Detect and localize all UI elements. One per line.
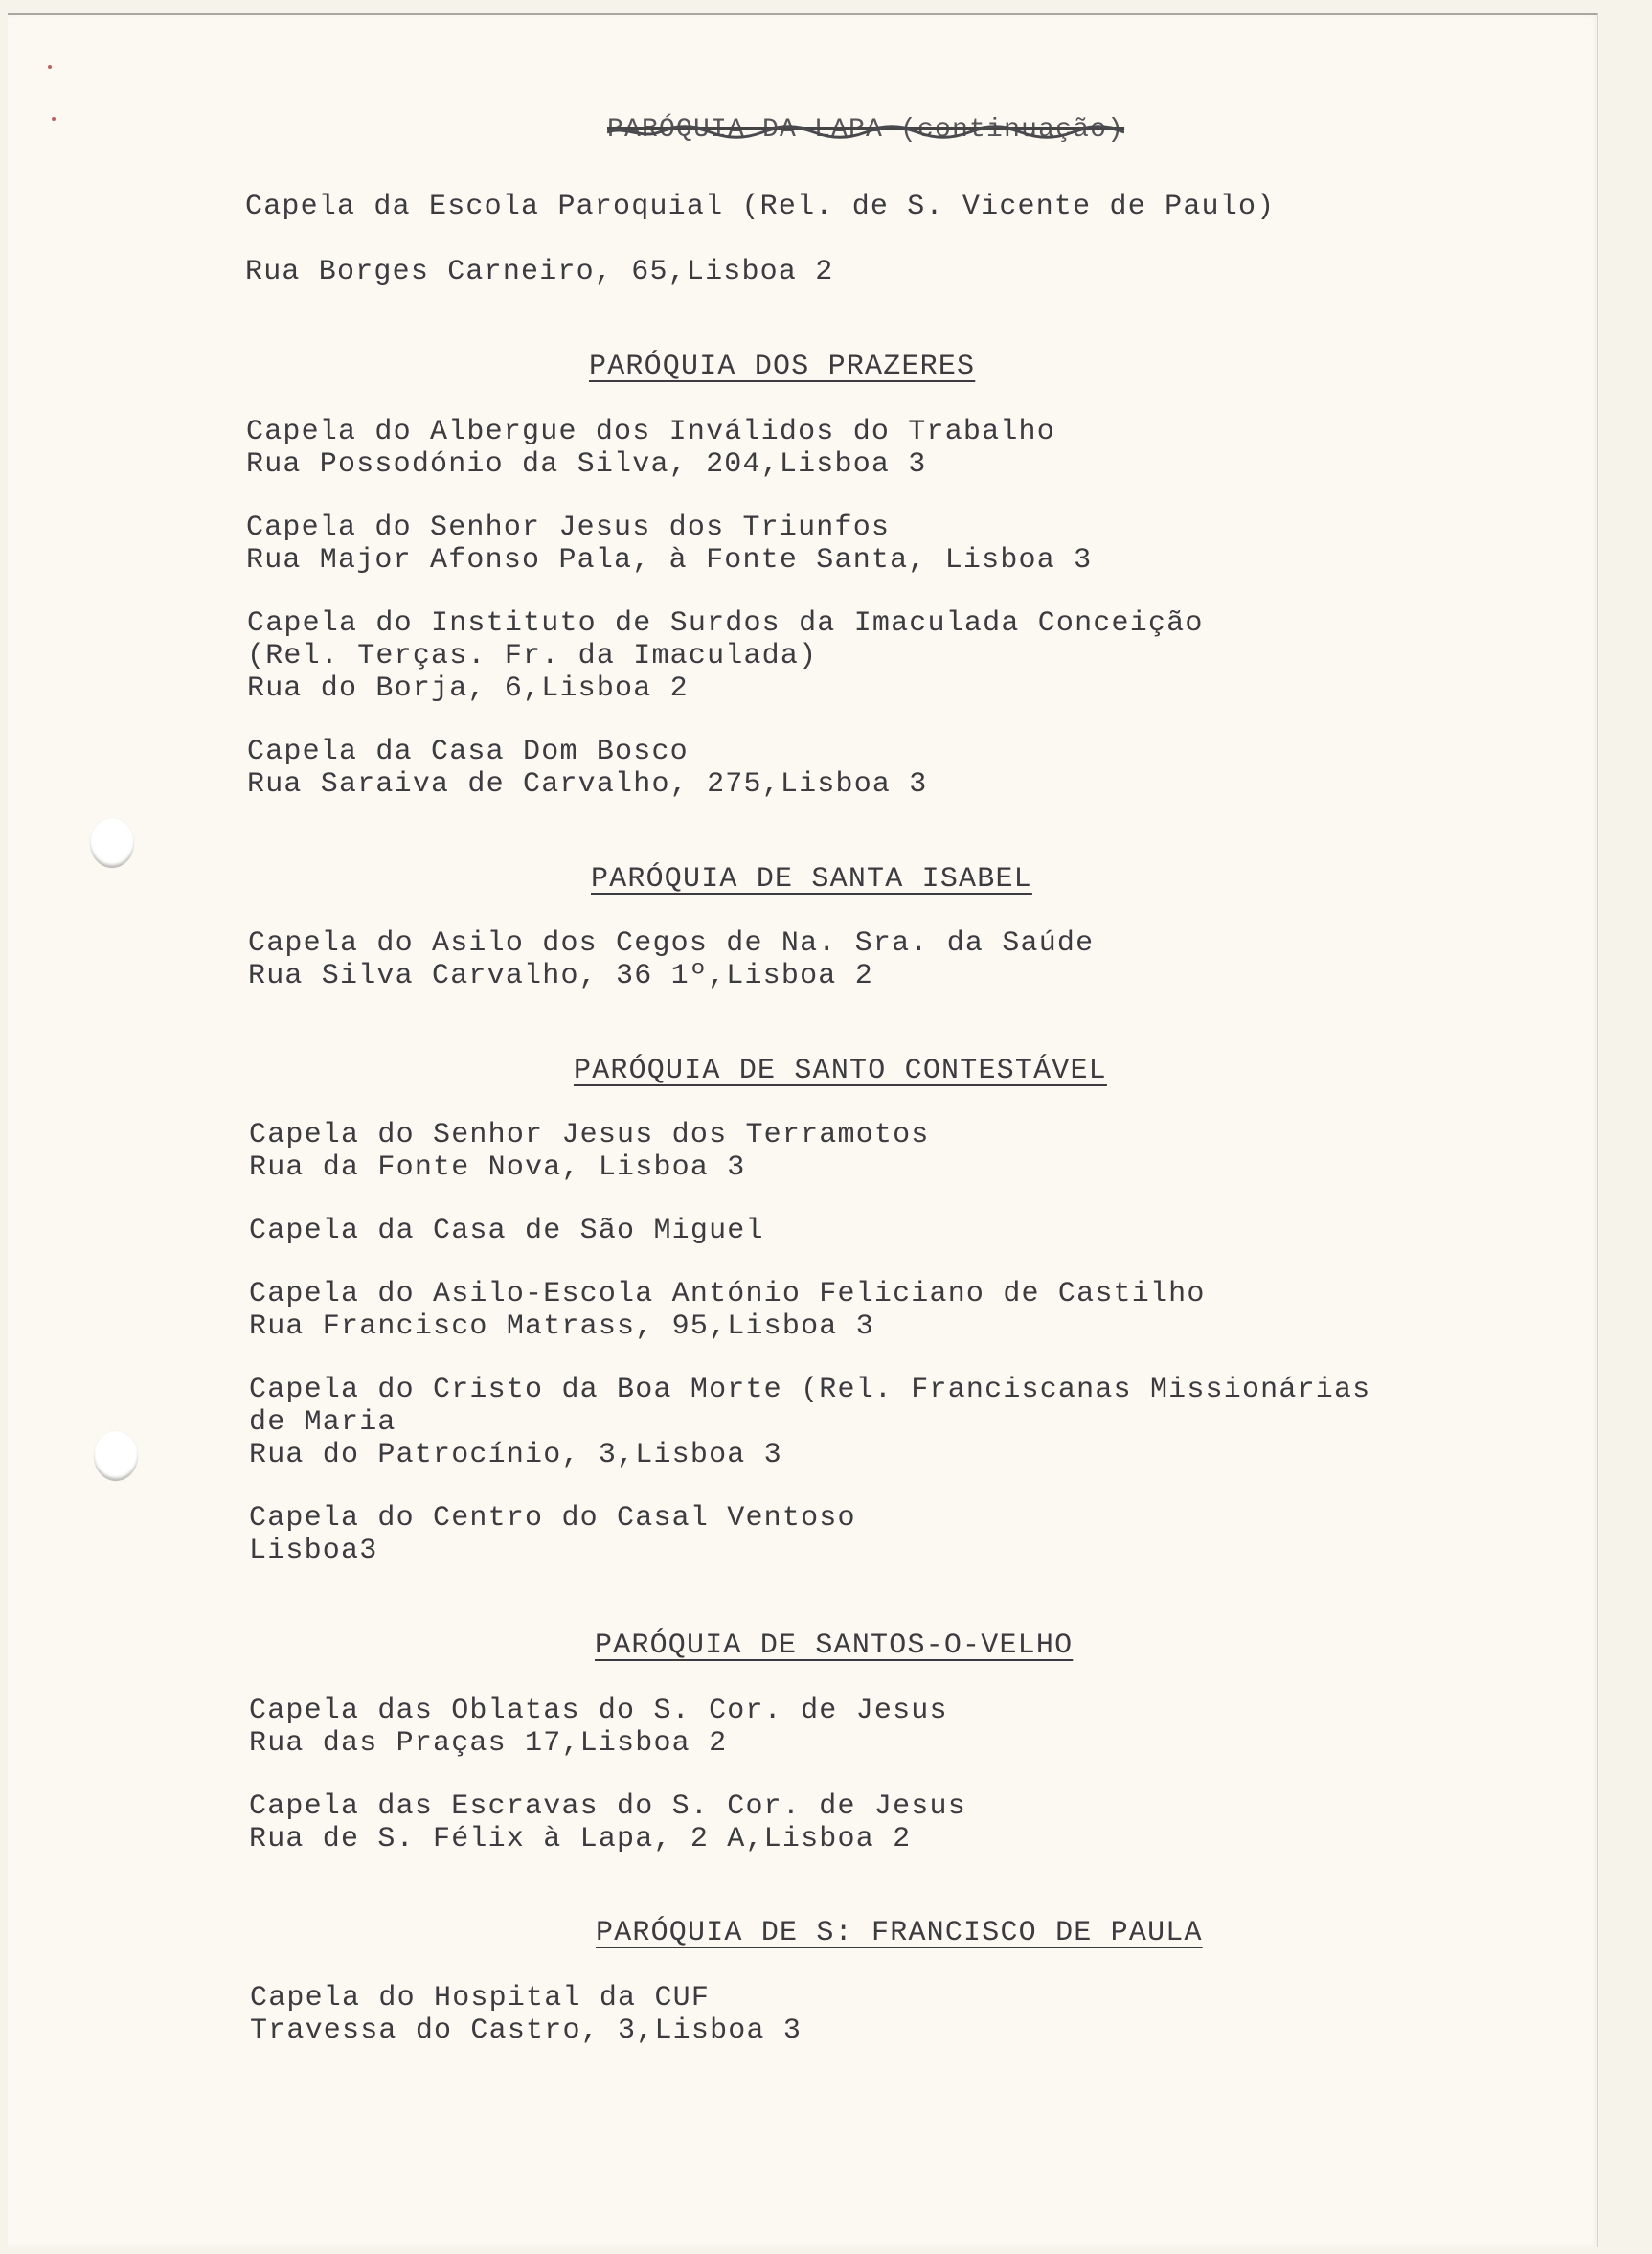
prazeres-entry-1-address: Rua Possodónio da Silva, 204,Lisboa 3 — [246, 448, 927, 481]
santo-contestavel-entry-5-name: Capela do Centro do Casal Ventoso — [249, 1502, 856, 1535]
santo-contestavel-entry-3-address: Rua Francisco Matrass, 95,Lisboa 3 — [249, 1310, 874, 1343]
ink-speck — [52, 117, 56, 121]
prazeres-entry-3-address: Rua do Borja, 6,Lisboa 2 — [247, 672, 689, 705]
santo-contestavel-entry-5-address: Lisboa3 — [249, 1535, 378, 1567]
santa-isabel-entry-1-name: Capela do Asilo dos Cegos de Na. Sra. da Saúde — [248, 927, 1095, 960]
ink-speck — [48, 65, 52, 69]
lapa-chapel-address: Rua Borges Carneiro, 65,Lisboa 2 — [245, 256, 834, 288]
santa-isabel-entry-1-address: Rua Silva Carvalho, 36 1º,Lisboa 2 — [248, 960, 873, 992]
prazeres-entry-3-name: Capela do Instituto de Surdos da Imaculada Conceição — [247, 607, 1204, 640]
heading-francisco-de-paula: PARÓQUIA DE S: FRANCISCO DE PAULA — [596, 1917, 1203, 1949]
santos-o-velho-entry-1-address: Rua das Praças 17,Lisboa 2 — [249, 1727, 728, 1760]
francisco-de-paula-entry-1-name: Capela do Hospital da CUF — [250, 1982, 711, 2015]
francisco-de-paula-entry-1-address: Travessa do Castro, 3,Lisboa 3 — [250, 2015, 803, 2047]
punch-hole-upper — [90, 818, 134, 868]
heading-prazeres: PARÓQUIA DOS PRAZERES — [589, 351, 976, 383]
santo-contestavel-entry-1-name: Capela do Senhor Jesus dos Terramotos — [249, 1119, 930, 1151]
santo-contestavel-entry-4-address: Rua do Patrocínio, 3,Lisboa 3 — [249, 1439, 782, 1471]
strike-scribble-icon — [607, 124, 1124, 141]
prazeres-entry-2-address: Rua Major Afonso Pala, à Fonte Santa, Lisboa 3 — [246, 544, 1093, 577]
heading-santos-o-velho: PARÓQUIA DE SANTOS-O-VELHO — [595, 1629, 1074, 1662]
header-title-struck: PARÓQUIA DA LAPA (continuação) — [607, 115, 1125, 145]
prazeres-entry-3-order: (Rel. Terças. Fr. da Imaculada) — [247, 640, 818, 672]
document-page — [8, 13, 1598, 2247]
santos-o-velho-entry-1-name: Capela das Oblatas do S. Cor. de Jesus — [249, 1695, 948, 1727]
lapa-chapel-name: Capela da Escola Paroquial (Rel. de S. Vicente de Paulo) — [245, 191, 1276, 223]
santos-o-velho-entry-2-address: Rua de S. Félix à Lapa, 2 A,Lisboa 2 — [249, 1823, 912, 1856]
prazeres-entry-2-name: Capela do Senhor Jesus dos Triunfos — [246, 512, 891, 544]
santo-contestavel-entry-2-name: Capela da Casa de São Miguel — [249, 1215, 764, 1247]
santo-contestavel-entry-1-address: Rua da Fonte Nova, Lisboa 3 — [249, 1151, 746, 1184]
santo-contestavel-entry-3-name: Capela do Asilo-Escola António Feliciano de Castilho — [249, 1278, 1206, 1310]
prazeres-entry-4-name: Capela da Casa Dom Bosco — [247, 736, 689, 768]
heading-santo-contestavel: PARÓQUIA DE SANTO CONTESTÁVEL — [574, 1055, 1107, 1087]
struck-header — [607, 114, 1124, 147]
santo-contestavel-entry-4-name-cont: de Maria — [249, 1406, 396, 1439]
prazeres-entry-4-address: Rua Saraiva de Carvalho, 275,Lisboa 3 — [247, 768, 928, 801]
santo-contestavel-entry-4-name: Capela do Cristo da Boa Morte (Rel. Franciscanas Missionárias — [249, 1374, 1371, 1406]
heading-santa-isabel: PARÓQUIA DE SANTA ISABEL — [591, 863, 1032, 896]
prazeres-entry-1-name: Capela do Albergue dos Inválidos do Trabalho — [246, 416, 1055, 448]
santos-o-velho-entry-2-name: Capela das Escravas do S. Cor. de Jesus — [249, 1790, 966, 1823]
punch-hole-lower — [94, 1431, 138, 1481]
